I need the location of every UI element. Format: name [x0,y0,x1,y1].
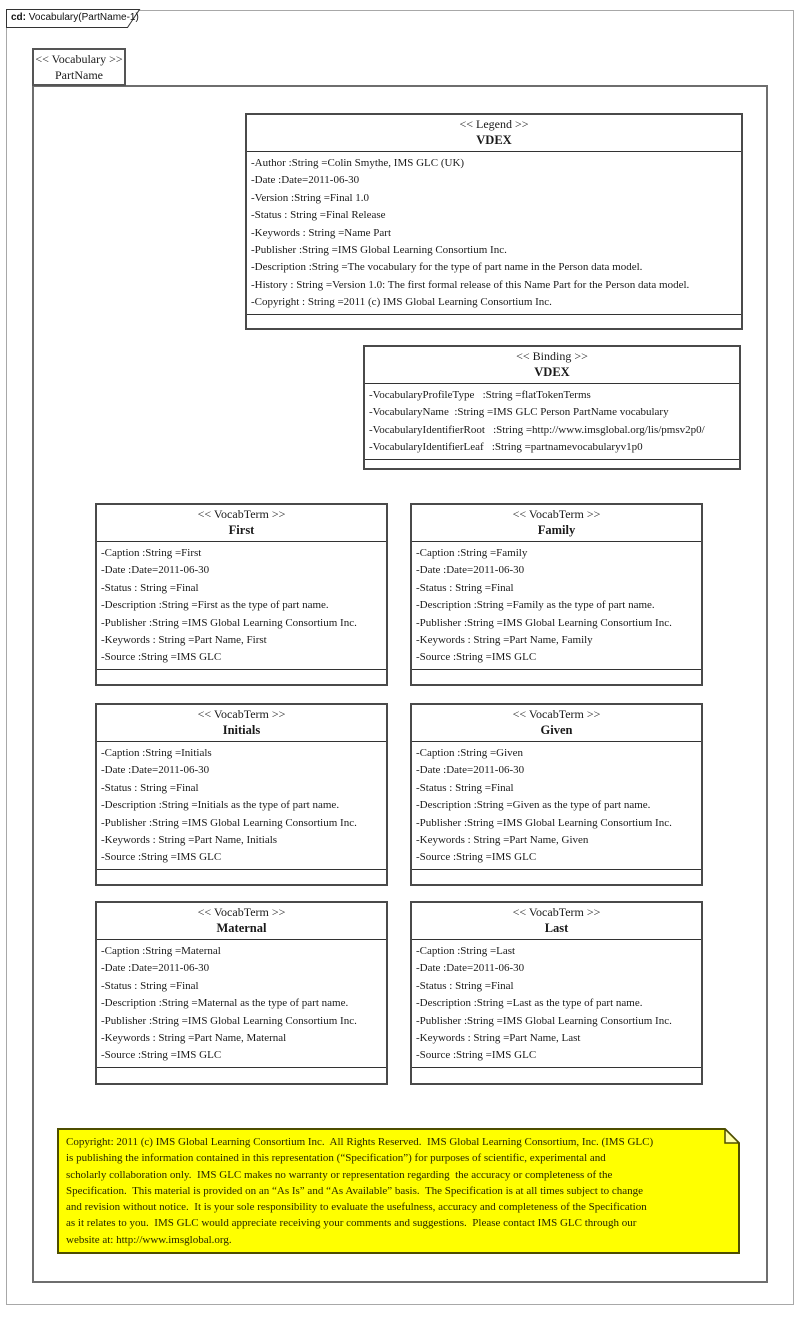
vocabterm-empty-compartment [97,1067,386,1083]
vocabterm-header [412,705,701,742]
frame-tab [6,9,146,29]
attribute-line: -Status : String =Final Release [251,209,386,222]
frame-tab-label [11,12,139,23]
attribute-line: -Caption :String =Maternal [101,945,221,957]
frame-tab-prefix: cd: [11,12,26,23]
attribute-line: -Author :String =Colin Smythe, IMS GLC (UK) [251,157,465,169]
attribute-line: -Status : String =Final [101,581,199,594]
attribute-line: -Publisher :String =IMS Global Learning Consortium Inc. [416,816,672,829]
vocabterm-stereotype: << VocabTerm >> [512,905,601,919]
attribute-line: -Keywords : String =Part Name, Last [416,1032,581,1045]
vocabterm-empty-compartment [412,669,701,684]
attribute-line: -Description :String =The vocabulary for the type of part name in the Person data model. [251,261,643,274]
copyright-note [57,1128,740,1254]
attribute-line: -Date :Date=2011-06-30 [416,962,525,975]
binding-empty-compartment [365,459,739,468]
attribute-line: -Source :String =IMS GLC [101,1049,222,1062]
vocabterm-name: Given [540,723,573,737]
attribute-line: -Copyright : String =2011 (c) IMS Global Learning Consortium Inc. [251,296,552,309]
attribute-line: -Source :String =IMS GLC [416,651,537,664]
vocabterm-name: Maternal [216,921,267,935]
vocabterm-stereotype: << VocabTerm >> [197,905,286,919]
attribute-line: -Date :Date=2011-06-30 [251,174,360,187]
note-line: Copyright: 2011 (c) IMS Global Learning Consortium Inc. All Rights Reserved. IMS Global Learning Consortium, Inc. (IMS GLC) [66,1136,654,1148]
attribute-line: -Date :Date=2011-06-30 [416,564,525,577]
attribute-line: -Source :String =IMS GLC [416,1049,537,1062]
vocabterm-stereotype: << VocabTerm >> [512,507,601,521]
vocabterm-stereotype: << VocabTerm >> [512,707,601,721]
attribute-line: -Description :String =Last as the type of part name. [416,997,643,1010]
legend-empty-compartment [247,314,741,328]
binding-stereotype: << Binding >> [516,349,588,363]
vocabterm-name: Family [537,523,576,537]
vocabterm-empty-compartment [97,669,386,684]
attribute-line: -Caption :String =First [101,547,202,559]
attribute-line: -Status : String =Final [101,781,199,794]
attribute-line: -Description :String =Maternal as the type of part name. [101,997,349,1010]
vocabterm-box-last [410,901,703,1085]
attribute-line: -VocabularyName :String =IMS GLC Person PartName vocabulary [369,406,669,419]
vocabterm-header [97,705,386,742]
note-line: scholarly collaboration only. IMS GLC makes no warranty or representation regarding the accuracy or completeness of the [66,1168,613,1181]
attribute-line: -VocabularyIdentifierRoot :String =http://www.imsglobal.org/lis/pmsv2p0/ [369,423,705,436]
vocabterm-attributes [412,742,701,869]
legend-attributes [247,152,741,314]
vocabterm-attributes [97,742,386,869]
attribute-line: -Caption :String =Given [416,747,524,759]
note-line: Specification. This material is provided on an “As Is” and “As Available” basis. The Specification is at all times subject to change [66,1184,644,1197]
vocabterm-header [97,505,386,542]
vocabterm-box-family [410,503,703,686]
attribute-line: -Keywords : String =Part Name, Given [416,834,589,847]
attribute-line: -Keywords : String =Part Name, Initials [101,834,278,847]
attribute-line: -Description :String =Initials as the type of part name. [101,799,340,812]
attribute-line: -Keywords : String =Name Part [251,226,392,239]
attribute-line: -Status : String =Final [416,781,514,794]
package-stereotype: << Vocabulary >> [35,52,123,66]
attribute-line: -Date :Date=2011-06-30 [101,962,210,975]
note-line: website at: http://www.imsglobal.org. [66,1233,232,1246]
attribute-line: -Description :String =Family as the type of part name. [416,599,655,612]
binding-box [363,345,741,470]
attribute-line: -Publisher :String =IMS Global Learning Consortium Inc. [416,616,672,629]
note-line: as it relates to you. IMS GLC would appreciate receiving your comments and suggestions. Please contact IMS GLC through our [66,1217,637,1230]
attribute-line: -Keywords : String =Part Name, Maternal [101,1032,287,1045]
vocabterm-stereotype: << VocabTerm >> [197,507,286,521]
legend-name: VDEX [476,133,512,147]
attribute-line: -Date :Date=2011-06-30 [101,564,210,577]
attribute-line: -Caption :String =Last [416,945,516,957]
vocabterm-box-initials [95,703,388,886]
attribute-line: -Publisher :String =IMS Global Learning Consortium Inc. [251,244,507,257]
attribute-line: -Publisher :String =IMS Global Learning Consortium Inc. [416,1014,672,1027]
attribute-line: -History : String =Version 1.0: The first formal release of this Name Part for the Person data model. [251,278,690,291]
vocabterm-empty-compartment [97,869,386,884]
attribute-line: -Status : String =Final [416,979,514,992]
vocabterm-empty-compartment [412,869,701,884]
attribute-line: -Source :String =IMS GLC [101,851,222,864]
attribute-line: -Status : String =Final [101,979,199,992]
legend-box [245,113,743,330]
attribute-line: -Date :Date=2011-06-30 [101,764,210,777]
attribute-line: -Publisher :String =IMS Global Learning Consortium Inc. [101,816,357,829]
attribute-line: -Description :String =Given as the type of part name. [416,799,651,812]
package-name: PartName [55,68,103,82]
attribute-line: -Keywords : String =Part Name, First [101,634,267,647]
vocabterm-stereotype: << VocabTerm >> [197,707,286,721]
attribute-line: -Caption :String =Initials [101,747,212,759]
vocabterm-header [97,903,386,940]
binding-header [365,347,739,384]
note-line: is publishing the information contained in this representation (“Specification”) for purposes of scientific, experimental and [66,1152,606,1165]
vocabterm-attributes [412,940,701,1067]
vocabterm-attributes [97,542,386,669]
attribute-line: -Version :String =Final 1.0 [251,191,370,204]
vocabterm-box-maternal [95,901,388,1085]
legend-header [247,115,741,152]
attribute-line: -Date :Date=2011-06-30 [416,764,525,777]
attribute-line: -Publisher :String =IMS Global Learning Consortium Inc. [101,616,357,629]
attribute-line: -VocabularyIdentifierLeaf :String =partnamevocabularyv1p0 [369,441,643,454]
vocabterm-name: First [228,523,255,537]
vocabterm-name: Last [544,921,569,935]
vocabterm-empty-compartment [412,1067,701,1083]
vocabterm-header [412,505,701,542]
vocabterm-attributes [412,542,701,669]
vocabterm-box-first [95,503,388,686]
attribute-line: -VocabularyProfileType :String =flatTokenTerms [369,389,591,401]
binding-attributes [365,384,739,459]
binding-name: VDEX [534,365,570,379]
vocabterm-header [412,903,701,940]
frame-tab-title: Vocabulary(PartName-1) [26,12,139,23]
attribute-line: -Status : String =Final [416,581,514,594]
attribute-line: -Description :String =First as the type of part name. [101,599,329,612]
legend-stereotype: << Legend >> [459,117,529,131]
package-header [32,48,126,86]
note-line: and revision without notice. It is your sole responsibility to evaluate the usefulness, accuracy and completeness of the Specification [66,1201,647,1214]
attribute-line: -Keywords : String =Part Name, Family [416,634,593,647]
vocabterm-attributes [97,940,386,1067]
vocabterm-name: Initials [222,723,261,737]
attribute-line: -Caption :String =Family [416,547,528,559]
attribute-line: -Publisher :String =IMS Global Learning Consortium Inc. [101,1014,357,1027]
note-text [66,1134,730,1248]
vocabterm-box-given [410,703,703,886]
attribute-line: -Source :String =IMS GLC [101,651,222,664]
attribute-line: -Source :String =IMS GLC [416,851,537,864]
